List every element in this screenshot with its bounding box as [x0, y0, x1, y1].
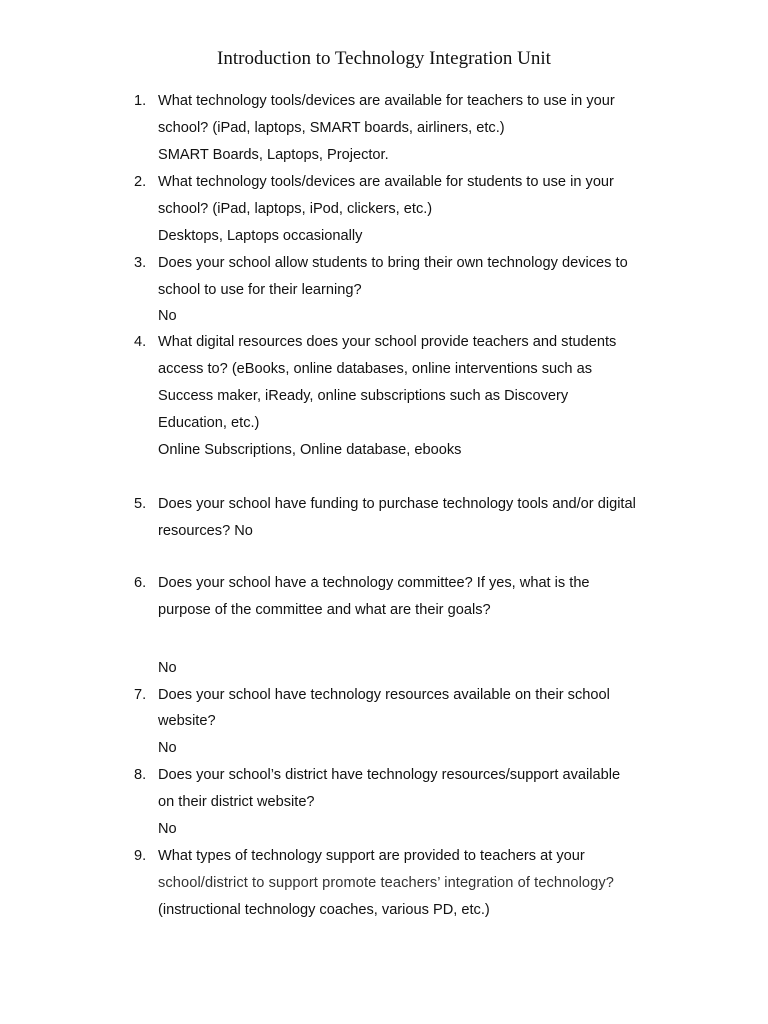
answer-text: No: [158, 308, 177, 324]
answer-text: No: [158, 660, 177, 676]
question-line: school/district to support promote teachers’ integration of technology?: [158, 875, 614, 891]
question-line: Does your school’s district have technology resources/support available: [158, 767, 621, 783]
question-line: Education, etc.): [158, 415, 260, 431]
document-title: Introduction to Technology Integration Unit: [217, 48, 551, 69]
question-line: school? (iPad, laptops, SMART boards, airliners, etc.): [158, 120, 505, 136]
question-line: Does your school allow students to bring their own technology devices to: [158, 255, 628, 271]
item-number: 9.: [134, 848, 147, 864]
question-line: website?: [158, 713, 216, 729]
question-line: What technology tools/devices are available for teachers to use in your: [158, 93, 615, 109]
question-line: access to? (eBooks, online databases, online interventions such as: [158, 361, 593, 377]
item-number: 4.: [134, 334, 147, 350]
item-number: 3.: [134, 255, 147, 271]
item-number: 1.: [134, 93, 147, 109]
answer-text: Desktops, Laptops occasionally: [158, 228, 363, 244]
question-line: purpose of the committee and what are their goals?: [158, 602, 491, 618]
question-line: on their district website?: [158, 794, 315, 810]
question-line: What technology tools/devices are available for students to use in your: [158, 174, 614, 190]
item-number: 2.: [134, 174, 147, 190]
question-line: Does your school have a technology committee? If yes, what is the: [158, 575, 590, 591]
item-number: 6.: [134, 575, 147, 591]
item-number: 5.: [134, 496, 147, 512]
question-line: school? (iPad, laptops, iPod, clickers, etc.): [158, 201, 433, 217]
question-line: school to use for their learning?: [158, 282, 362, 298]
item-number: 8.: [134, 767, 147, 783]
answer-text: No: [158, 740, 177, 756]
question-line: (instructional technology coaches, various PD, etc.): [158, 902, 490, 918]
question-line: Success maker, iReady, online subscriptions such as Discovery: [158, 388, 569, 404]
question-line: Does your school have technology resources available on their school: [158, 687, 610, 703]
answer-text: SMART Boards, Laptops, Projector.: [158, 147, 389, 163]
answer-text: No: [158, 821, 177, 837]
answer-text: Online Subscriptions, Online database, ebooks: [158, 442, 462, 458]
question-line: What digital resources does your school provide teachers and students: [158, 334, 617, 350]
question-line: Does your school have funding to purchase technology tools and/or digital: [158, 496, 636, 512]
question-line: What types of technology support are provided to teachers at your: [158, 848, 585, 864]
question-line: resources? No: [158, 523, 253, 539]
item-number: 7.: [134, 687, 147, 703]
